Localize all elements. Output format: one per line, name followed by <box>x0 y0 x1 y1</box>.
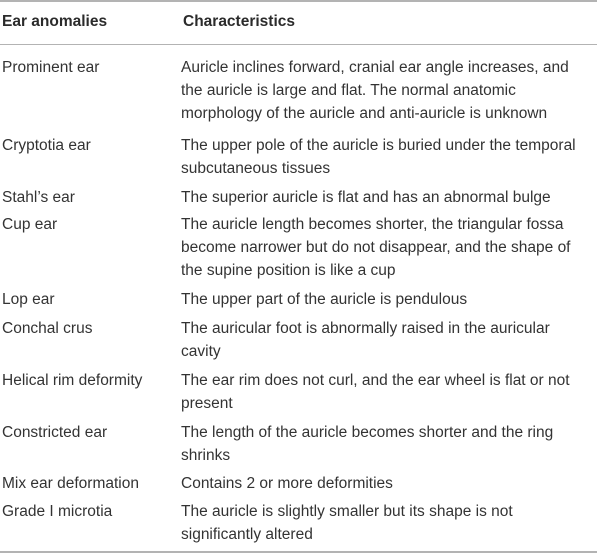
table-row <box>0 472 597 500</box>
table-bottom-rule <box>0 551 597 553</box>
table-header-rule <box>0 44 597 45</box>
characteristics-cell: The auricle is slightly smaller but its shape is not significantly altered <box>181 503 513 543</box>
table-row <box>0 317 597 369</box>
table-row <box>0 134 597 186</box>
anomaly-cell: Mix ear deformation <box>2 475 139 492</box>
characteristics-cell: The length of the auricle becomes shorter and the ring shrinks <box>181 424 554 464</box>
anomaly-cell: Lop ear <box>2 291 55 308</box>
characteristics-cell: The upper pole of the auricle is buried under the temporal subcutaneous tissues <box>181 137 576 177</box>
characteristics-cell: The ear rim does not curl, and the ear wheel is flat or not present <box>181 372 570 412</box>
table-header-row <box>0 10 597 36</box>
anomaly-cell: Prominent ear <box>2 59 100 76</box>
table-top-rule <box>0 0 597 2</box>
characteristics-cell: Auricle inclines forward, cranial ear angle increases, and the auricle is large and flat. The normal anatomic morphology of the auricle and anti-auricle is unknown <box>181 59 569 122</box>
table-row <box>0 369 597 421</box>
characteristics-cell: The upper part of the auricle is pendulous <box>181 291 468 308</box>
header-characteristics: Characteristics <box>183 13 296 30</box>
header-ear-anomalies: Ear anomalies <box>2 13 108 30</box>
table-row <box>0 500 597 550</box>
anomaly-cell: Cryptotia ear <box>2 137 91 154</box>
anomaly-cell: Stahl’s ear <box>2 189 75 206</box>
table-body <box>0 56 597 550</box>
characteristics-cell: The auricular foot is abnormally raised in the auricular cavity <box>181 320 550 360</box>
anomaly-cell: Cup ear <box>2 216 58 233</box>
table-row <box>0 186 597 213</box>
characteristics-cell: Contains 2 or more deformities <box>181 475 393 492</box>
anomaly-cell: Grade I microtia <box>2 503 113 520</box>
table-row <box>0 288 597 317</box>
characteristics-cell: The auricle length becomes shorter, the triangular fossa become narrower but do not disappear, and the shape of the supine position is like a cup <box>181 216 571 279</box>
anomaly-cell: Helical rim deformity <box>2 372 143 389</box>
table-row <box>0 213 597 288</box>
characteristics-cell: The superior auricle is flat and has an abnormal bulge <box>181 189 551 206</box>
anomaly-cell: Conchal crus <box>2 320 93 337</box>
table-row <box>0 56 597 134</box>
table-row <box>0 421 597 472</box>
anomaly-cell: Constricted ear <box>2 424 108 441</box>
